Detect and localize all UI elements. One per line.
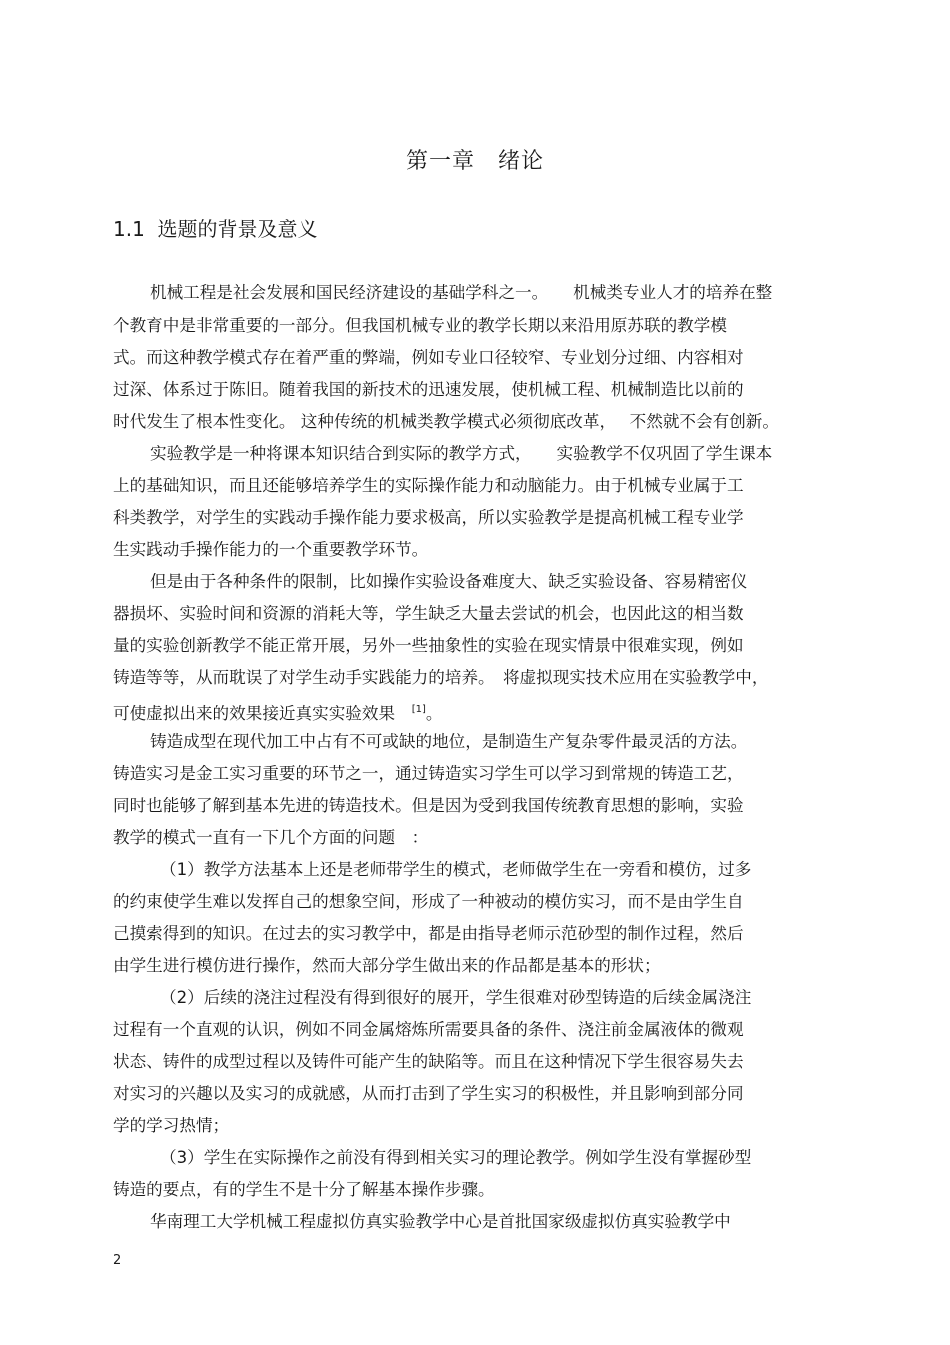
chapter-title: 第一章 绪论 [405, 149, 544, 174]
body-line: 器损坏、实验时间和资源的消耗大等，学生缺乏大量去尝试的机会，也因此这的相当数 [113, 604, 744, 623]
body-line: 学的学习热情； [113, 1116, 230, 1135]
body-line: 己摸索得到的知识。在过去的实习教学中，都是由指导老师示范砂型的制作过程，然后 [113, 924, 744, 943]
section-title: 1.1 选题的背景及意义 [113, 217, 318, 241]
body-line-text: 可使虚拟出来的效果接近真实实验效果 [113, 704, 412, 723]
body-line: 生实践动手操作能力的一个重要教学环节。 [113, 540, 429, 559]
body-line: 但是由于各种条件的限制，比如操作实验设备难度大、缺乏实验设备、容易精密仪 [150, 572, 748, 591]
page-number: 2 [113, 1253, 122, 1268]
body-line [113, 696, 442, 724]
body-line: 上的基础知识，而且还能够培养学生的实际操作能力和动脑能力。由于机械专业属于工 [113, 476, 744, 495]
citation-reference: [1] [411, 704, 426, 715]
body-line: 量的实验创新教学不能正常开展，另外一些抽象性的实验在现实情景中很难实现，例如 [113, 636, 744, 655]
body-line: 过深、体系过于陈旧。随着我国的新技术的迅速发展，使机械工程、机械制造比以前的 [113, 380, 744, 399]
body-line: 过程有一个直观的认识，例如不同金属熔炼所需要具备的条件、浇注前金属液体的微观 [113, 1020, 744, 1039]
body-line: 教学的模式一直有一下几个方面的问题 ： [113, 828, 429, 847]
body-line: 的约束使学生难以发挥自己的想象空间，形成了一种被动的模仿实习，而不是由学生自 [113, 892, 744, 911]
list-item-line: （1）教学方法基本上还是老师带学生的模式，老师做学生在一旁看和模仿，过多 [160, 860, 752, 879]
body-line: 铸造的要点，有的学生不是十分了解基本操作步骤。 [113, 1180, 495, 1199]
body-line: 铸造成型在现代加工中占有不可或缺的地位，是制造生产复杂零件最灵活的方法。 [150, 732, 748, 751]
citation-tail: 。 [425, 704, 443, 723]
body-line: 科类教学，对学生的实践动手操作能力要求极高，所以实验教学是提高机械工程专业学 [113, 508, 744, 527]
body-line: 铸造实习是金工实习重要的环节之一，通过铸造实习学生可以学习到常规的铸造工艺， [113, 764, 744, 783]
body-line: 机械工程是社会发展和国民经济建设的基础学科之一。 机械类专业人才的培养在整 [150, 283, 773, 302]
body-line: 华南理工大学机械工程虚拟仿真实验教学中心是首批国家级虚拟仿真实验教学中 [150, 1212, 731, 1231]
body-line: 状态、铸件的成型过程以及铸件可能产生的缺陷等。而且在这种情况下学生很容易失去 [113, 1052, 744, 1071]
body-line: 时代发生了根本性变化。 这种传统的机械类教学模式必须彻底改革， 不然就不会有创新。 [113, 412, 779, 431]
list-item-line: （2）后续的浇注过程没有得到很好的展开，学生很难对砂型铸造的后续金属浇注 [160, 988, 752, 1007]
list-item-line: （3）学生在实际操作之前没有得到相关实习的理论教学。例如学生没有掌握砂型 [160, 1148, 752, 1167]
body-line: 个教育中是非常重要的一部分。但我国机械专业的教学长期以来沿用原苏联的教学模 [113, 316, 727, 335]
body-line: 对实习的兴趣以及实习的成就感，从而打击到了学生实习的积极性，并且影响到部分同 [113, 1084, 744, 1103]
body-line: 由学生进行模仿进行操作，然而大部分学生做出来的作品都是基本的形状； [113, 956, 661, 975]
body-line: 同时也能够了解到基本先进的铸造技术。但是因为受到我国传统教育思想的影响，实验 [113, 796, 744, 815]
body-line: 实验教学是一种将课本知识结合到实际的教学方式， 实验教学不仅巩固了学生课本 [150, 444, 773, 463]
body-line: 式。而这种教学模式存在着严重的弊端，例如专业口径较窄、专业划分过细、内容相对 [113, 348, 744, 367]
body-line: 铸造等等，从而耽误了对学生动手实践能力的培养。 将虚拟现实技术应用在实验教学中， [113, 668, 769, 687]
